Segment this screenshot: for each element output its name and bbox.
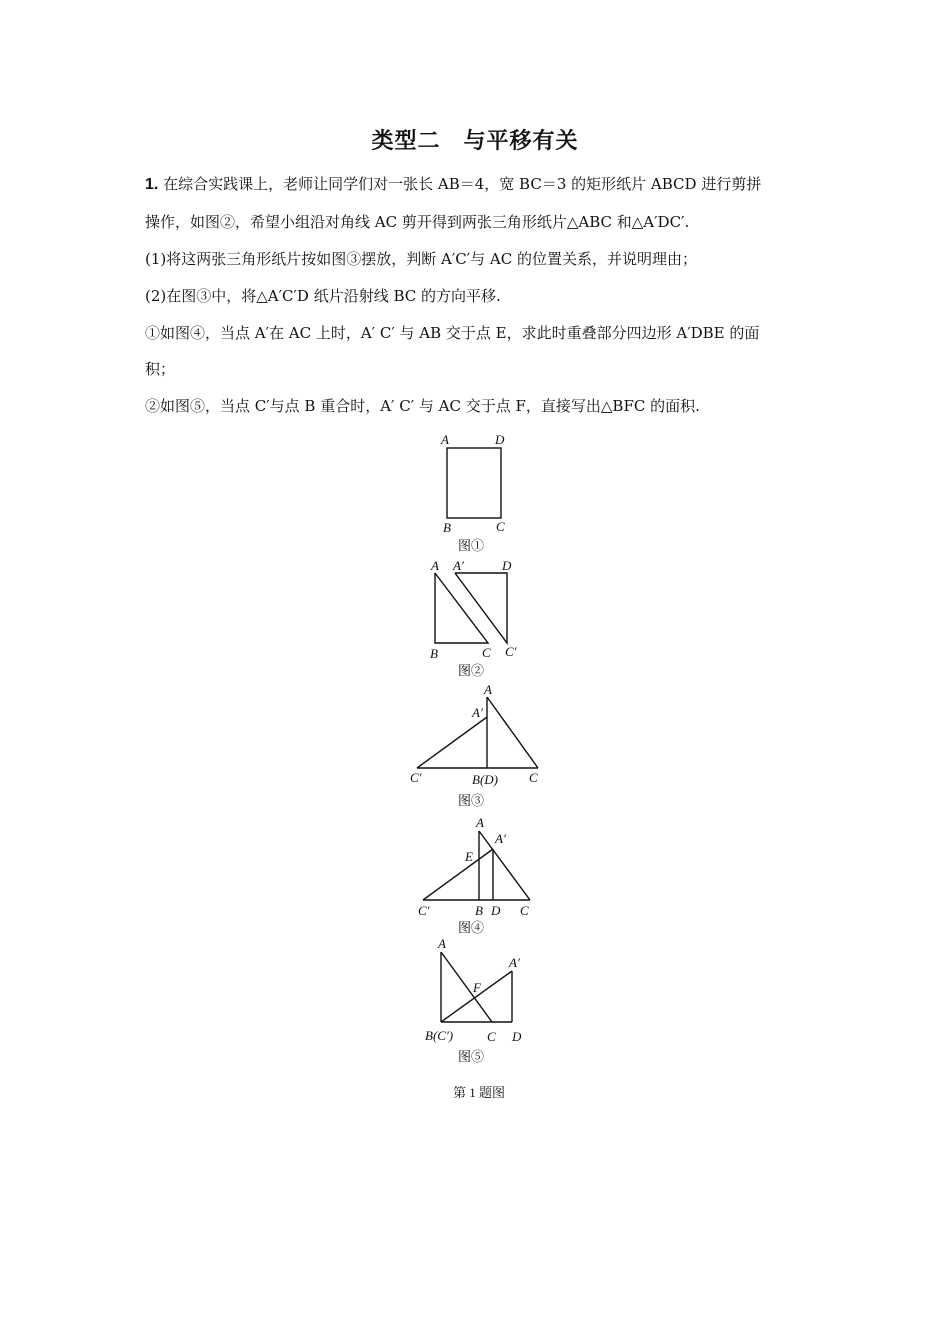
label: B(D) xyxy=(472,772,498,787)
figure-caption: 图③ xyxy=(458,793,485,808)
label: D xyxy=(512,1029,522,1044)
label: C xyxy=(520,903,529,918)
label: F xyxy=(473,980,481,995)
figure-5 xyxy=(425,936,522,1064)
label: A′ xyxy=(472,705,483,720)
figure-3 xyxy=(410,682,538,808)
question-2-1: ①如图④，当点 A′在 AC 上时，A′ C′ 与 AB 交于点 E，求此时重叠部分四边形 A′DBE 的面 xyxy=(145,324,760,342)
problem-text: 在综合实践课上，老师让同学们对一张长 AB＝4，宽 BC＝3 的矩形纸片 ABCD 进行剪拼 xyxy=(163,175,762,193)
section-title: 类型二 与平移有关 xyxy=(371,129,579,154)
label: B xyxy=(443,520,451,535)
label: B xyxy=(475,903,483,918)
figure-caption: 图① xyxy=(458,538,485,553)
rectangle-abcd xyxy=(447,448,501,518)
label: A′ xyxy=(453,558,464,573)
label: C xyxy=(487,1029,496,1044)
overall-figure-caption: 第 1 题图 xyxy=(453,1085,506,1100)
label: A′ xyxy=(509,955,520,970)
triangle-adc xyxy=(455,573,507,643)
label: C xyxy=(482,645,491,660)
question-2: (2)在图③中，将△A′C′D 纸片沿射线 BC 的方向平移. xyxy=(145,287,501,305)
label: C′ xyxy=(418,903,430,918)
label: A xyxy=(476,815,484,830)
label: C xyxy=(496,519,505,534)
question-2-2: ②如图⑤，当点 C′与点 B 重合时，A′ C′ 与 AC 交于点 F，直接写出△BFC 的面积. xyxy=(145,397,700,415)
problem-line-2: 操作，如图②，希望小组沿对角线 AC 剪开得到两张三角形纸片△ABC 和△A′DC′. xyxy=(145,213,690,231)
label: A xyxy=(441,432,449,447)
label: A xyxy=(484,682,492,697)
figure-caption: 图④ xyxy=(458,920,485,935)
label: B xyxy=(430,646,438,661)
figure-4 xyxy=(418,815,530,935)
question-1: (1)将这两张三角形纸片按如图③摆放，判断 A′C′与 AC 的位置关系，并说明理由； xyxy=(145,250,697,268)
problem-number: 1. xyxy=(145,176,159,193)
label: B(C′) xyxy=(425,1028,454,1043)
label: E xyxy=(465,849,473,864)
figure-2 xyxy=(430,558,517,678)
triangle-abc xyxy=(435,573,488,643)
figure-caption: 图② xyxy=(458,663,485,678)
label: C xyxy=(529,770,538,785)
figure-1 xyxy=(440,432,505,553)
label: D xyxy=(491,903,501,918)
label: C′ xyxy=(410,770,422,785)
label: D xyxy=(495,432,505,447)
label: A xyxy=(431,558,439,573)
label: A xyxy=(438,936,446,951)
label: A′ xyxy=(495,831,506,846)
label: D xyxy=(502,558,512,573)
figure-caption: 图⑤ xyxy=(458,1049,485,1064)
label: C′ xyxy=(505,644,517,659)
question-2-1-cont: 积； xyxy=(145,360,176,378)
